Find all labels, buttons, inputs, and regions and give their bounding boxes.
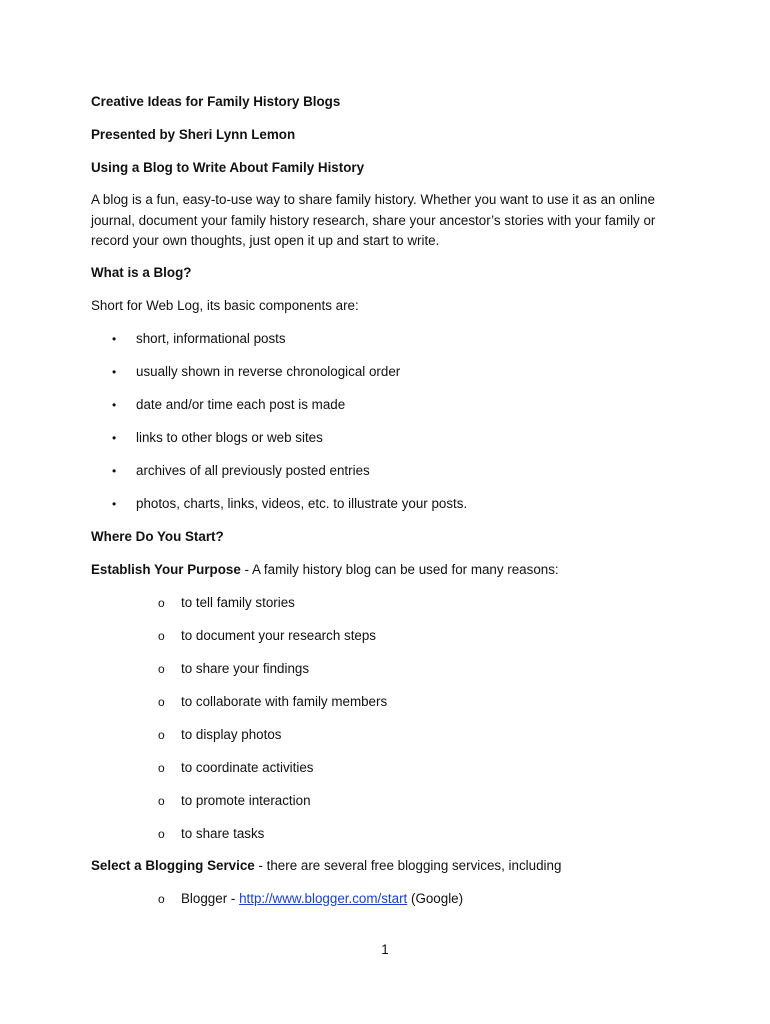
sub-list-item: [158, 824, 264, 844]
sub-list-item: [158, 626, 376, 646]
list-item: [112, 329, 286, 349]
sub-bullet-icon: o: [158, 629, 165, 643]
blogging-service-text: - there are several free blogging services, including: [254, 858, 562, 873]
list-item-text: usually shown in reverse chronological order: [136, 364, 401, 379]
sub-bullet-icon: o: [158, 892, 165, 906]
sub-list-item-text: to document your research steps: [181, 628, 377, 643]
list-item-text: photos, charts, links, videos, etc. to illustrate your posts.: [136, 496, 468, 511]
section-heading-using-blog: Using a Blog to Write About Family History: [91, 160, 365, 175]
section-heading-where-start: Where Do You Start?: [91, 529, 224, 544]
bullet-icon: •: [112, 464, 117, 478]
blogger-link[interactable]: http://www.blogger.com/start: [239, 891, 408, 906]
sub-list-item-text: to promote interaction: [181, 793, 311, 808]
page-number: 1: [381, 942, 389, 957]
sub-bullet-icon: o: [158, 662, 165, 676]
sub-list-item-text: to display photos: [181, 727, 282, 742]
section-heading-what-is-blog: What is a Blog?: [91, 265, 192, 280]
sub-list-item-text: to tell family stories: [181, 595, 295, 610]
list-item: [112, 428, 323, 448]
sub-bullet-icon: o: [158, 794, 165, 808]
sub-list-item: [158, 692, 387, 712]
purpose-label: Establish Your Purpose: [91, 562, 241, 577]
list-item-text: short, informational posts: [136, 331, 286, 346]
sub-list-item: [158, 725, 282, 745]
presenter-line: Presented by Sheri Lynn Lemon: [91, 127, 296, 142]
bullet-icon: •: [112, 332, 117, 346]
list-item: [112, 494, 467, 514]
blogging-service-line: [91, 856, 561, 876]
intro-paragraph: A blog is a fun, easy-to-use way to share family history. Whether you want to use it as an online journal, document your family history research, share your ancestor’s stories with your family or record your own thoughts, just open it up and start to write.: [91, 192, 656, 248]
document-title: Creative Ideas for Family History Blogs: [91, 94, 341, 109]
sub-list-item-text: to coordinate activities: [181, 760, 314, 775]
sub-list-item-text: to collaborate with family members: [181, 694, 388, 709]
list-item-text: archives of all previously posted entries: [136, 463, 370, 478]
service-name: Blogger -: [181, 891, 240, 906]
bullet-icon: •: [112, 431, 117, 445]
blogging-service-label: Select a Blogging Service: [91, 858, 255, 873]
sub-list-item: [158, 758, 314, 778]
purpose-text: - A family history blog can be used for many reasons:: [240, 562, 559, 577]
bullet-icon: •: [112, 398, 117, 412]
sub-list-item-text: to share tasks: [181, 826, 265, 841]
sub-bullet-icon: o: [158, 695, 165, 709]
sub-list-item-text: to share your findings: [181, 661, 310, 676]
list-item-text: links to other blogs or web sites: [136, 430, 323, 445]
list-item-text: date and/or time each post is made: [136, 397, 346, 412]
list-item: [112, 395, 345, 415]
sub-bullet-icon: o: [158, 761, 165, 775]
sub-list-item: [158, 791, 311, 811]
sub-list-item: [158, 659, 309, 679]
list-item: [112, 461, 370, 481]
bullet-icon: •: [112, 365, 117, 379]
list-item: [112, 362, 400, 382]
purpose-line: [91, 560, 559, 580]
sub-bullet-icon: o: [158, 728, 165, 742]
bullet-icon: •: [112, 497, 117, 511]
components-intro: Short for Web Log, its basic components are:: [91, 298, 359, 313]
service-note: (Google): [407, 891, 464, 906]
sub-bullet-icon: o: [158, 827, 165, 841]
service-list-item: [158, 889, 463, 909]
sub-list-item: [158, 593, 295, 613]
sub-bullet-icon: o: [158, 596, 165, 610]
